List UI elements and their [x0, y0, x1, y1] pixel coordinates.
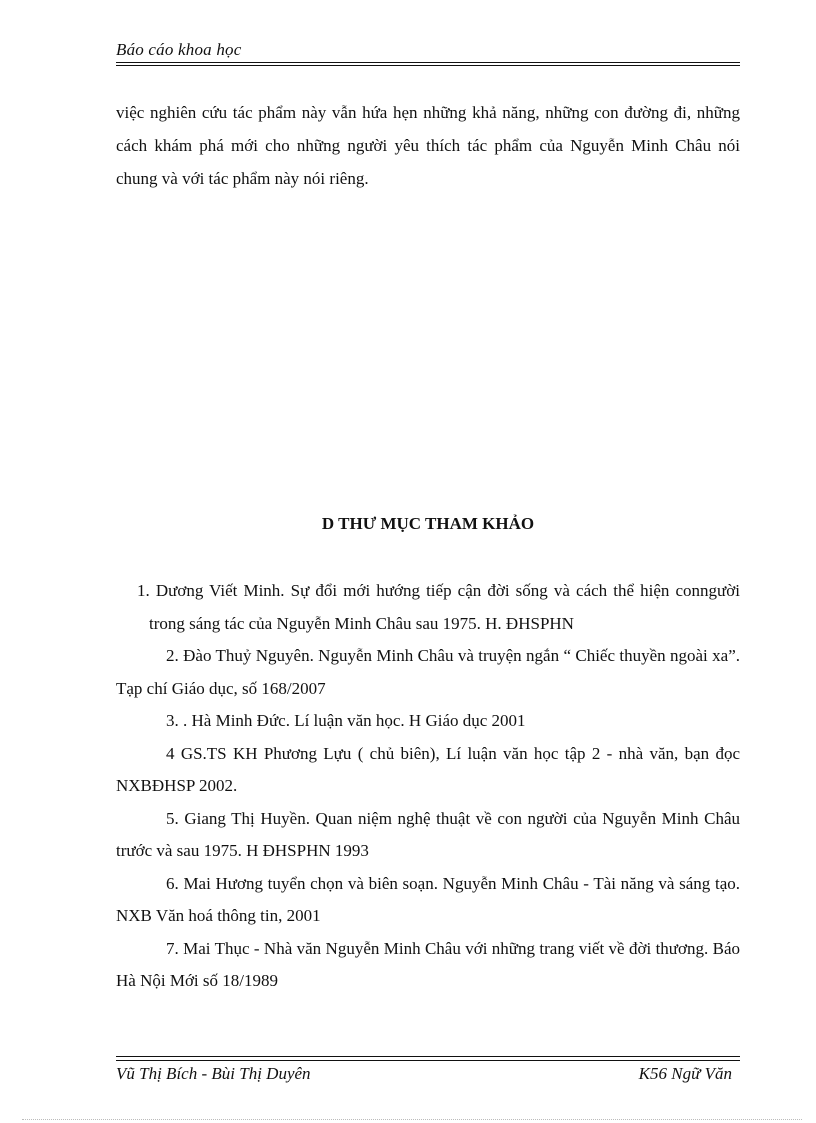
reference-list [116, 575, 740, 998]
reference-item: 4 GS.TS KH Phương Lựu ( chủ biên), Lí luận văn học tập 2 - nhà văn, bạn đọc NXBĐHSP 2002. [116, 743, 740, 795]
page-header-title: Báo cáo khoa học [116, 40, 242, 59]
reference-item: 3. . Hà Minh Đức. Lí luận văn học. H Giáo dục 2001 [166, 711, 526, 730]
references-title: D THƯ MỤC THAM KHẢO [321, 514, 535, 533]
reference-item: 2. Đào Thuỷ Nguyên. Nguyễn Minh Châu và truyện ngắn “ Chiếc thuyền ngoài xa”. Tạp chí Giáo dục, số 168/2007 [116, 646, 740, 698]
page-bottom-edge [22, 1119, 802, 1120]
footer-class: K56 Ngữ Văn [638, 1064, 732, 1083]
reference-item: 5. Giang Thị Huyền. Quan niệm nghệ thuật về con người của Nguyễn Minh Châu trước và sau 1975. H ĐHSPHN 1993 [116, 808, 740, 860]
header-rule [116, 62, 740, 63]
reference-item: 7. Mai Thục - Nhà văn Nguyễn Minh Châu với những trang viết về đời thương. Báo Hà Nội Mới số 18/1989 [116, 938, 740, 990]
reference-item: 1. Dương Viết Minh. Sự đổi mới hướng tiếp cận đời sống và cách thể hiện conngười trong sáng tác của Nguyễn Minh Châu sau 1975. H. ĐHSPHN [137, 581, 740, 633]
footer-authors: Vũ Thị Bích - Bùi Thị Duyên [116, 1064, 311, 1083]
footer-rule-secondary [116, 1060, 740, 1061]
footer-rule [116, 1056, 740, 1057]
body-paragraph: việc nghiên cứu tác phẩm này vẫn hứa hẹn những khả năng, những con đường đi, những cách khám phá mới cho những người yêu thích tác phẩm của Nguyễn Minh Châu nói chung và với tác phẩm này nói riêng. [116, 103, 740, 188]
reference-item: 6. Mai Hương tuyển chọn và biên soạn. Nguyễn Minh Châu - Tài năng và sáng tạo. NXB Văn hoá thông tin, 2001 [116, 873, 740, 925]
header-rule-secondary [116, 65, 740, 66]
